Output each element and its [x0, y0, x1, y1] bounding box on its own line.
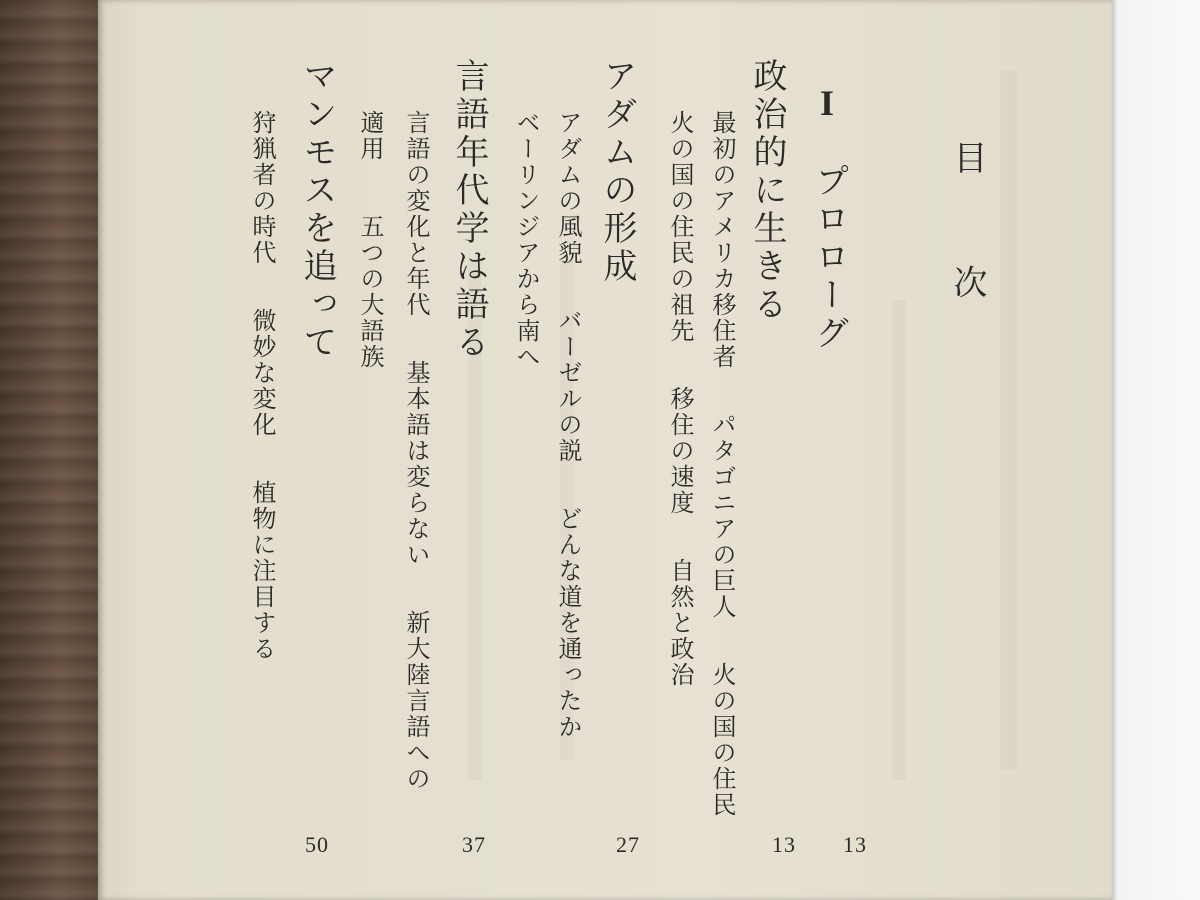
- section-entry: どんな道を通ったか: [554, 506, 582, 740]
- page-number: 13: [843, 832, 867, 857]
- page-number: 13: [772, 832, 796, 857]
- section-entry: 適用: [356, 110, 384, 162]
- part-heading: [809, 83, 849, 353]
- part-number: I: [820, 83, 839, 123]
- chapter-title: 政治的に生きる: [747, 58, 787, 324]
- section-entry: 基本語は変らない: [402, 360, 430, 568]
- section-entry: 五つの大語族: [356, 214, 384, 370]
- section-entry: 自然と政治: [666, 558, 694, 688]
- chapter-subline: [250, 110, 274, 662]
- section-entry: 新大陸言語への: [402, 610, 430, 792]
- white-backing-paper: [1112, 0, 1200, 900]
- chapter-subline: [404, 110, 428, 792]
- section-entry: 火の国の住民: [708, 662, 736, 818]
- section-entry: 狩猟者の時代: [248, 110, 276, 266]
- section-entry: 言語の変化と年代: [402, 110, 430, 318]
- chapter-title: アダムの形成: [597, 58, 637, 286]
- chapter-title: 言語年代学は語る: [449, 58, 489, 362]
- show-through-shadow: [892, 300, 906, 780]
- chapter-subline: [358, 110, 382, 370]
- chapter-subline: [668, 110, 692, 688]
- section-entry: ベーリンジアから南へ: [512, 110, 540, 370]
- part-title: プロローグ: [809, 163, 849, 353]
- page-number: 27: [616, 832, 640, 857]
- section-entry: 移住の速度: [666, 386, 694, 516]
- section-entry: パタゴニアの巨人: [708, 412, 736, 620]
- chapter-subline: [710, 110, 734, 818]
- chapter-subline: [556, 110, 580, 740]
- show-through-shadow: [1000, 70, 1018, 770]
- toc-title: 目 次: [947, 140, 987, 339]
- section-entry: 微妙な変化: [248, 308, 276, 438]
- wooden-table: [0, 0, 100, 900]
- section-entry: 植物に注目する: [248, 480, 276, 662]
- section-entry: 火の国の住民の祖先: [666, 110, 694, 344]
- page-number: 50: [305, 832, 329, 857]
- chapter-title: マンモスを追って: [297, 58, 337, 362]
- section-entry: バーゼルの説: [554, 308, 582, 464]
- section-entry: 最初のアメリカ移住者: [708, 110, 736, 370]
- section-entry: アダムの風貌: [554, 110, 582, 266]
- page-number: 37: [462, 832, 486, 857]
- chapter-subline: [514, 110, 538, 370]
